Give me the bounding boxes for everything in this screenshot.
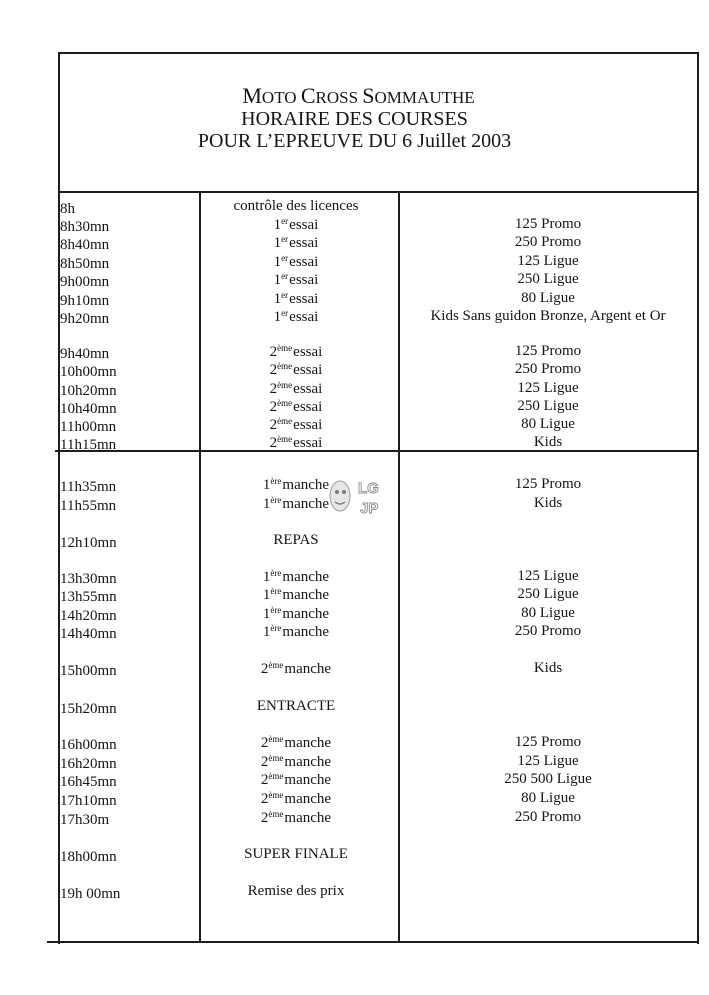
frame-top-border bbox=[58, 52, 699, 54]
frame-bottom-border bbox=[47, 941, 699, 943]
page-title bbox=[4, 83, 709, 109]
event-ordinal-suffix: ème bbox=[277, 380, 293, 390]
event-ordinal-number: 1 bbox=[262, 569, 271, 585]
event-cell bbox=[196, 234, 396, 252]
event-cell bbox=[196, 271, 396, 289]
event-ordinal-number: 1 bbox=[262, 624, 271, 640]
page-subtitle: HORAIRE DES COURSES bbox=[241, 108, 468, 130]
category-cell: 125 Ligue bbox=[517, 380, 579, 396]
event-cell bbox=[196, 308, 396, 326]
event-ordinal-number: 1 bbox=[273, 217, 282, 233]
title-part: OTO bbox=[261, 88, 301, 107]
event-ordinal-number: 2 bbox=[269, 417, 278, 433]
event-label: manche bbox=[282, 606, 330, 622]
event-ordinal-suffix: ème bbox=[277, 416, 293, 426]
time-cell: 9h10mn bbox=[60, 293, 110, 309]
title-part: OMMAUTHE bbox=[374, 88, 475, 107]
category-cell: 125 Promo bbox=[514, 734, 582, 750]
header-divider bbox=[58, 191, 699, 193]
event-cell bbox=[196, 771, 396, 789]
category-cell: 250 Promo bbox=[514, 809, 582, 825]
category-cell: 250 Promo bbox=[514, 361, 582, 377]
event-label: essai bbox=[293, 399, 323, 415]
title-part: ROSS bbox=[315, 88, 363, 107]
event-label: contrôle des licences bbox=[233, 198, 359, 214]
event-ordinal-number: 1 bbox=[273, 291, 282, 307]
time-cell: 16h00mn bbox=[60, 737, 117, 753]
event-ordinal-suffix: er bbox=[281, 216, 289, 226]
category-cell: 250 Ligue bbox=[517, 398, 579, 414]
event-cell bbox=[196, 846, 396, 863]
stamp-letters-bottom: JP bbox=[360, 500, 379, 517]
time-cell: 8h40mn bbox=[60, 237, 110, 253]
event-cell bbox=[196, 361, 396, 379]
event-cell bbox=[196, 734, 396, 752]
event-label: essai bbox=[293, 435, 323, 451]
category-cell: Kids bbox=[533, 495, 563, 511]
event-cell bbox=[196, 198, 396, 215]
event-label: manche bbox=[284, 791, 332, 807]
time-cell: 9h40mn bbox=[60, 346, 110, 362]
title-part: S bbox=[362, 83, 375, 108]
event-ordinal-suffix: er bbox=[281, 271, 289, 281]
event-cell bbox=[196, 416, 396, 434]
category-cell: 250 Ligue bbox=[517, 271, 579, 287]
event-ordinal-number: 2 bbox=[260, 810, 269, 826]
event-label: manche bbox=[282, 477, 330, 493]
event-label: essai bbox=[293, 381, 323, 397]
event-ordinal-number: 2 bbox=[269, 399, 278, 415]
event-date-line: POUR L’EPREUVE DU 6 Juillet 2003 bbox=[197, 130, 512, 152]
time-cell: 18h00mn bbox=[60, 849, 117, 865]
event-ordinal-suffix: er bbox=[281, 290, 289, 300]
time-cell: 12h10mn bbox=[60, 535, 117, 551]
event-ordinal-number: 2 bbox=[269, 344, 278, 360]
event-cell bbox=[196, 605, 396, 623]
time-cell: 11h35mn bbox=[60, 479, 117, 495]
category-cell: 125 Ligue bbox=[517, 253, 579, 269]
event-ordinal-suffix: er bbox=[281, 234, 289, 244]
event-ordinal-number: 2 bbox=[269, 362, 278, 378]
event-ordinal-number: 2 bbox=[269, 435, 278, 451]
time-cell: 11h55mn bbox=[60, 498, 117, 514]
category-cell: 125 Ligue bbox=[517, 568, 579, 584]
event-cell bbox=[196, 290, 396, 308]
event-label: essai bbox=[293, 344, 323, 360]
event-label: manche bbox=[282, 569, 330, 585]
event-ordinal-number: 2 bbox=[260, 754, 269, 770]
event-ordinal-suffix: ème bbox=[268, 753, 284, 763]
time-cell: 13h30mn bbox=[60, 571, 117, 587]
event-ordinal-number: 2 bbox=[260, 772, 269, 788]
time-cell: 9h20mn bbox=[60, 311, 110, 327]
time-cell: 15h00mn bbox=[60, 663, 117, 679]
event-label: Remise des prix bbox=[247, 883, 345, 899]
event-cell bbox=[196, 809, 396, 827]
time-cell: 9h00mn bbox=[60, 274, 110, 290]
event-ordinal-suffix: ère bbox=[270, 495, 282, 505]
event-ordinal-suffix: ère bbox=[270, 586, 282, 596]
event-label: essai bbox=[289, 235, 319, 251]
category-cell: 125 Ligue bbox=[517, 753, 579, 769]
event-ordinal-number: 2 bbox=[260, 661, 269, 677]
time-cell: 16h45mn bbox=[60, 774, 117, 790]
event-ordinal-suffix: ère bbox=[270, 568, 282, 578]
time-cell: 8h30mn bbox=[60, 219, 110, 235]
title-part: C bbox=[300, 83, 316, 108]
event-ordinal-suffix: ème bbox=[268, 790, 284, 800]
event-ordinal-suffix: ère bbox=[270, 623, 282, 633]
event-label: manche bbox=[284, 735, 332, 751]
event-cell bbox=[196, 253, 396, 271]
time-cell: 14h40mn bbox=[60, 626, 117, 642]
event-ordinal-suffix: ère bbox=[270, 476, 282, 486]
event-label: SUPER FINALE bbox=[244, 846, 348, 862]
event-ordinal-suffix: ème bbox=[268, 771, 284, 781]
event-label: manche bbox=[284, 754, 332, 770]
event-ordinal-suffix: er bbox=[281, 253, 289, 263]
event-label: ENTRACTE bbox=[256, 698, 336, 714]
event-cell bbox=[196, 753, 396, 771]
category-cell: Kids bbox=[533, 434, 563, 450]
category-cell: 80 Ligue bbox=[521, 605, 575, 621]
event-cell bbox=[196, 568, 396, 586]
stamp-letters-top: LG bbox=[358, 480, 379, 497]
event-label: manche bbox=[284, 661, 332, 677]
title-part: M bbox=[242, 83, 262, 108]
event-label: essai bbox=[289, 291, 319, 307]
event-cell bbox=[196, 586, 396, 604]
event-label: essai bbox=[289, 217, 319, 233]
time-cell: 8h bbox=[60, 201, 75, 217]
event-cell bbox=[196, 790, 396, 808]
event-label: essai bbox=[293, 417, 323, 433]
category-cell: 80 Ligue bbox=[521, 290, 575, 306]
event-cell bbox=[196, 883, 396, 900]
event-ordinal-suffix: ème bbox=[277, 434, 293, 444]
event-ordinal-suffix: ème bbox=[268, 734, 284, 744]
event-label: manche bbox=[282, 496, 330, 512]
category-cell: 250 500 Ligue bbox=[504, 771, 592, 787]
time-cell: 8h50mn bbox=[60, 256, 110, 272]
category-cell: 250 Promo bbox=[514, 234, 582, 250]
event-label: manche bbox=[282, 624, 330, 640]
event-ordinal-suffix: ème bbox=[268, 660, 284, 670]
event-label: REPAS bbox=[273, 532, 319, 548]
category-cell: 80 Ligue bbox=[521, 790, 575, 806]
event-ordinal-number: 1 bbox=[273, 235, 282, 251]
event-label: manche bbox=[284, 772, 332, 788]
category-cell: 80 Ligue bbox=[521, 416, 575, 432]
category-cell: 250 Ligue bbox=[517, 586, 579, 602]
event-cell bbox=[196, 698, 396, 715]
time-cell: 11h15mn bbox=[60, 437, 117, 453]
time-cell: 10h20mn bbox=[60, 383, 117, 399]
event-ordinal-suffix: ème bbox=[277, 398, 293, 408]
event-ordinal-number: 1 bbox=[262, 477, 271, 493]
event-label: essai bbox=[289, 254, 319, 270]
event-cell bbox=[196, 343, 396, 361]
time-cell: 11h00mn bbox=[60, 419, 117, 435]
face-stamp-icon bbox=[328, 472, 390, 520]
category-cell: Kids Sans guidon Bronze, Argent et Or bbox=[430, 308, 666, 324]
event-label: manche bbox=[284, 810, 332, 826]
event-cell bbox=[196, 380, 396, 398]
event-cell bbox=[196, 623, 396, 641]
time-cell: 14h20mn bbox=[60, 608, 117, 624]
event-cell bbox=[196, 216, 396, 234]
category-cell: 125 Promo bbox=[514, 343, 582, 359]
event-label: essai bbox=[293, 362, 323, 378]
event-ordinal-suffix: ère bbox=[270, 605, 282, 615]
event-ordinal-number: 1 bbox=[273, 272, 282, 288]
time-cell: 16h20mn bbox=[60, 756, 117, 772]
category-cell: 250 Promo bbox=[514, 623, 582, 639]
event-ordinal-number: 2 bbox=[260, 791, 269, 807]
event-ordinal-number: 1 bbox=[262, 587, 271, 603]
event-cell bbox=[196, 434, 396, 452]
event-ordinal-suffix: ème bbox=[277, 361, 293, 371]
time-cell: 15h20mn bbox=[60, 701, 117, 717]
time-cell: 10h00mn bbox=[60, 364, 117, 380]
time-cell: 17h30m bbox=[60, 812, 110, 828]
event-cell bbox=[196, 532, 396, 549]
event-ordinal-number: 2 bbox=[260, 735, 269, 751]
event-label: essai bbox=[289, 272, 319, 288]
category-cell: Kids bbox=[533, 660, 563, 676]
event-ordinal-suffix: ème bbox=[277, 343, 293, 353]
event-ordinal-number: 1 bbox=[262, 496, 271, 512]
event-ordinal-number: 1 bbox=[262, 606, 271, 622]
event-cell bbox=[196, 398, 396, 416]
event-ordinal-number: 2 bbox=[269, 381, 278, 397]
time-cell: 13h55mn bbox=[60, 589, 117, 605]
category-cell: 125 Promo bbox=[514, 216, 582, 232]
event-ordinal-suffix: ème bbox=[268, 809, 284, 819]
event-ordinal-suffix: er bbox=[281, 308, 289, 318]
time-cell: 19h 00mn bbox=[60, 886, 121, 902]
category-cell: 125 Promo bbox=[514, 476, 582, 492]
event-ordinal-number: 1 bbox=[273, 309, 282, 325]
time-cell: 10h40mn bbox=[60, 401, 117, 417]
event-ordinal-number: 1 bbox=[273, 254, 282, 270]
event-label: essai bbox=[289, 309, 319, 325]
time-cell: 17h10mn bbox=[60, 793, 117, 809]
event-label: manche bbox=[282, 587, 330, 603]
event-cell bbox=[196, 660, 396, 678]
